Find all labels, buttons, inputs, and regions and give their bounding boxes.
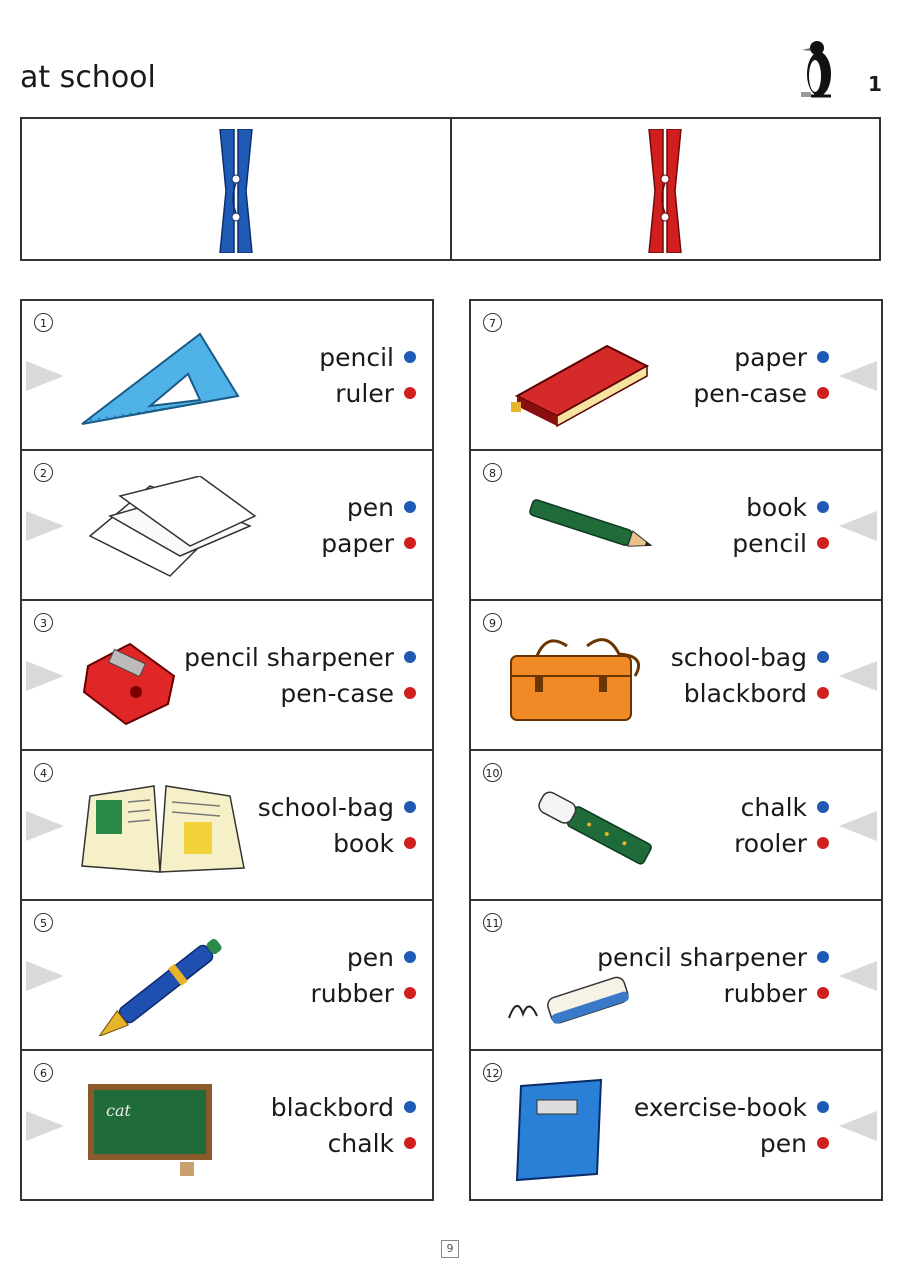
card-11 [471,901,881,1051]
peg-panel [20,117,881,261]
fountain-pen-icon [80,926,260,1036]
card-1 [22,301,432,451]
option-red[interactable]: pen-case [693,375,829,411]
arrow-marker [26,361,64,391]
red-dot-icon [817,387,829,399]
card-number: 1 [34,313,53,332]
blue-dot-icon [817,951,829,963]
option-red[interactable]: pen [634,1125,829,1161]
red-dot-icon [404,687,416,699]
chalk-icon [507,776,687,886]
card-number: 11 [483,913,502,932]
arrow-marker [839,511,877,541]
paper-icon [80,476,260,586]
red-dot-icon [404,537,416,549]
option-red[interactable]: ruler [319,375,416,411]
option-red[interactable]: rubber [597,975,829,1011]
page-number: 1 [868,72,882,96]
card-number: 5 [34,913,53,932]
pencil-icon [507,476,687,586]
card-5 [22,901,432,1051]
red-dot-icon [817,687,829,699]
arrow-marker [26,661,64,691]
card-10 [471,751,881,901]
red-dot-icon [817,987,829,999]
red-dot-icon [817,1137,829,1149]
arrow-marker [26,1111,64,1141]
blue-clothespeg-icon [216,129,256,253]
arrow-marker [839,811,877,841]
card-number: 8 [483,463,502,482]
option-red[interactable]: pencil [732,525,829,561]
blue-dot-icon [404,651,416,663]
card-12 [471,1051,881,1199]
blue-dot-icon [404,501,416,513]
option-blue[interactable]: pen [321,489,416,525]
blue-dot-icon [817,651,829,663]
blue-dot-icon [817,1101,829,1113]
red-dot-icon [817,537,829,549]
option-blue[interactable]: school-bag [671,639,829,675]
right-card-column [469,299,883,1201]
page-title: at school [20,60,156,95]
arrow-marker [839,361,877,391]
footer-page-number: 9 [441,1240,459,1258]
red-clothespeg-icon [645,129,685,253]
card-number: 7 [483,313,502,332]
card-number: 6 [34,1063,53,1082]
option-red[interactable]: rubber [310,975,416,1011]
blue-peg-cell[interactable] [22,119,450,259]
red-dot-icon [817,837,829,849]
option-blue[interactable]: pen [310,939,416,975]
blue-dot-icon [817,801,829,813]
arrow-marker [839,961,877,991]
card-3 [22,601,432,751]
blackboard-icon [80,1076,260,1186]
blue-dot-icon [404,1101,416,1113]
left-card-column [20,299,434,1201]
board-text: cat [106,1101,131,1120]
option-blue[interactable]: book [732,489,829,525]
option-blue[interactable]: pencil [319,339,416,375]
card-4 [22,751,432,901]
card-8 [471,451,881,601]
card-7 [471,301,881,451]
arrow-marker [26,961,64,991]
arrow-marker [839,1111,877,1141]
option-red[interactable]: book [258,825,416,861]
option-red[interactable]: chalk [271,1125,416,1161]
blue-dot-icon [817,351,829,363]
school-bag-icon [507,626,687,736]
blue-dot-icon [404,801,416,813]
blue-dot-icon [404,951,416,963]
option-red[interactable]: blackbord [671,675,829,711]
card-number: 2 [34,463,53,482]
book-icon [507,326,687,436]
arrow-marker [26,511,64,541]
red-dot-icon [404,837,416,849]
red-peg-cell[interactable] [450,119,880,259]
option-blue[interactable]: blackbord [271,1089,416,1125]
card-number: 4 [34,763,53,782]
red-dot-icon [404,1137,416,1149]
option-blue[interactable]: school-bag [258,789,416,825]
red-dot-icon [404,387,416,399]
card-6 [22,1051,432,1199]
option-blue[interactable]: exercise-book [634,1089,829,1125]
option-blue[interactable]: paper [693,339,829,375]
arrow-marker [839,661,877,691]
card-number: 9 [483,613,502,632]
red-dot-icon [404,987,416,999]
arrow-marker [26,811,64,841]
option-red[interactable]: pen-case [184,675,416,711]
set-square-icon [80,326,260,436]
card-number: 10 [483,763,502,782]
open-book-icon [80,776,260,886]
penguin-icon [797,38,837,100]
card-9 [471,601,881,751]
option-blue[interactable]: chalk [734,789,829,825]
blue-dot-icon [404,351,416,363]
option-blue[interactable]: pencil sharpener [597,939,829,975]
option-red[interactable]: paper [321,525,416,561]
blue-dot-icon [817,501,829,513]
card-number: 12 [483,1063,502,1082]
option-blue[interactable]: pencil sharpener [184,639,416,675]
card-2 [22,451,432,601]
option-red[interactable]: rooler [734,825,829,861]
card-number: 3 [34,613,53,632]
